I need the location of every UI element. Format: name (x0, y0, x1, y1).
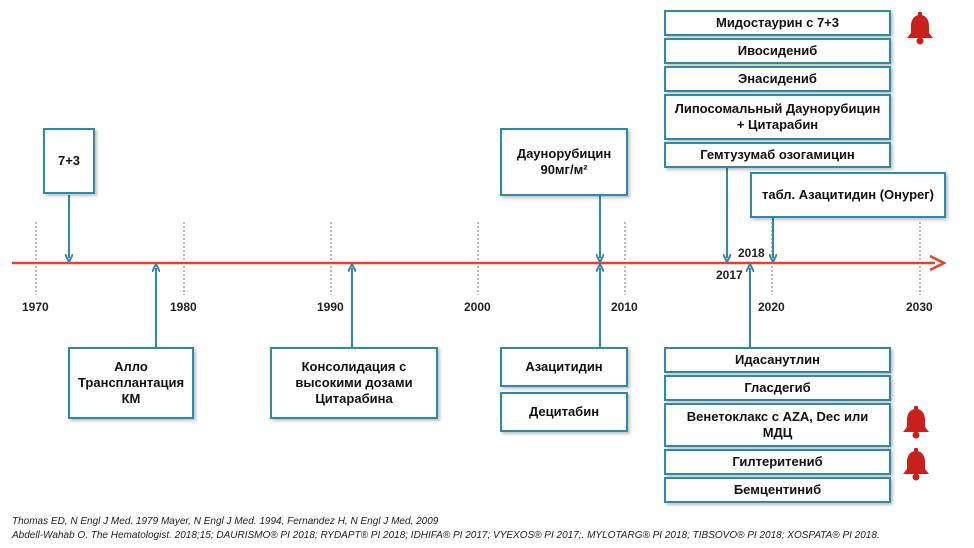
box-venetoclax (664, 403, 891, 447)
box-7plus3 (43, 128, 95, 194)
box-ivosidenib (664, 38, 891, 64)
label-midostaurin: Мидостаурин с 7+3 (715, 14, 840, 30)
label-azacitidine: Азацитидин (525, 358, 603, 374)
label-gemtuzumab: Гемтузумаб озогамицин (700, 146, 855, 162)
box-liposomal (664, 94, 891, 140)
box-allo-transplant (68, 347, 194, 419)
label-7plus3: 7+3 (57, 152, 81, 168)
year-2017: 2017 (716, 268, 743, 282)
label-oral-azacitidine: табл. Азацитидин (Онурег) (761, 186, 934, 202)
reference-line-2: Abdell-Wahab O. The Hematologist. 2018;15; DAURISMO® PI 2018; RYDAPT® PI 2018; IDHIFA® PI 2017; VYEXOS® PI 2017;. MYLOTARG® PI 2018; TIBSOVO® PI 2018; XOSPATA® PI 2018. (12, 530, 880, 541)
label-glasdegib: Гласдегиб (744, 379, 811, 395)
box-consolidation (270, 347, 438, 419)
reference-line-1: Thomas ED, N Engl J Med. 1979 Mayer, N Engl J Med. 1994, Fernandez H, N Engl J Med, 2009 (12, 516, 439, 527)
box-decitabine (500, 392, 628, 432)
bell-icon (900, 406, 932, 440)
label-venetoclax: Венетоклакс с AZA, Dec или МДЦ (686, 408, 869, 440)
box-oral-azacitidine (750, 172, 946, 218)
bell-icon (900, 448, 932, 482)
label-gilteritinib: Гилтеритениб (732, 453, 823, 469)
year-2018: 2018 (738, 246, 765, 260)
box-enasidenib (664, 66, 891, 92)
year-2010: 2010 (611, 300, 638, 314)
box-bemcentinib (664, 477, 891, 503)
box-azacitidine (500, 347, 628, 387)
box-daunorubicin (500, 128, 628, 196)
label-ivosidenib: Ивосидениб (737, 42, 818, 58)
box-gemtuzumab (664, 142, 891, 168)
label-daunorubicin: Даунорубицин 90мг/м² (516, 145, 612, 177)
label-bemcentinib: Бемцентиниб (733, 481, 822, 497)
label-decitabine: Децитабин (528, 403, 600, 419)
year-2030: 2030 (906, 300, 933, 314)
year-1970: 1970 (22, 300, 49, 314)
label-idasanutlin: Идасанутлин (735, 351, 820, 367)
label-enasidenib: Энасидениб (738, 70, 817, 86)
label-consolidation: Консолидация с высокими дозами Цитарабина (295, 358, 413, 407)
label-allo-transplant: Алло Трансплантация КМ (77, 358, 185, 407)
label-liposomal: Липосомальный Даунорубицин + Цитарабин (674, 100, 881, 132)
box-midostaurin (664, 10, 891, 36)
box-idasanutlin (664, 347, 891, 373)
box-gilteritinib (664, 449, 891, 475)
decade-ticks (36, 222, 920, 295)
year-2000: 2000 (464, 300, 491, 314)
year-1980: 1980 (170, 300, 197, 314)
year-1990: 1990 (317, 300, 344, 314)
year-2020: 2020 (758, 300, 785, 314)
bell-icon (904, 12, 936, 46)
box-glasdegib (664, 375, 891, 401)
